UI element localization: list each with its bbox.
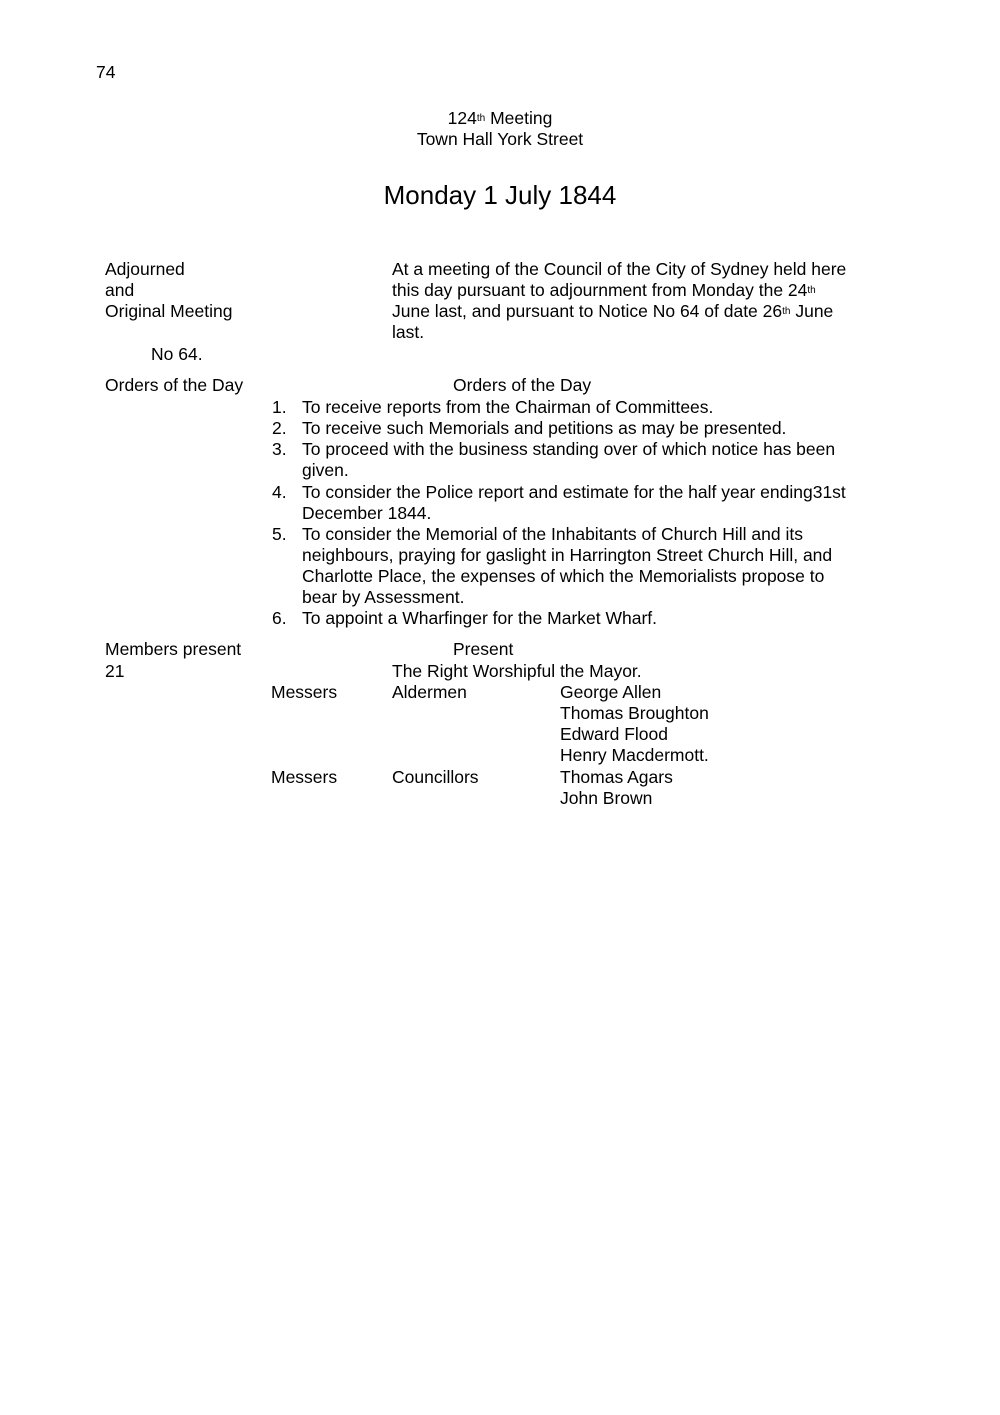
order-number: 3. [272, 439, 287, 459]
order-4-line-1: To consider the Police report and estimate for the half year ending31st [302, 482, 846, 502]
order-6-line-1: To appoint a Wharfinger for the Market Wharf. [302, 608, 658, 628]
order-4-line-2: December 1844. [302, 503, 432, 523]
intro-line-2-sup: th [807, 285, 816, 296]
meeting-word: Meeting [485, 108, 553, 128]
page-number: 74 [96, 62, 116, 82]
order-3-line-1: To proceed with the business standing over of which notice has been [302, 439, 836, 459]
meeting-number-suffix: th [476, 113, 486, 124]
mayor-line: The Right Worshipful the Mayor. [392, 661, 642, 681]
margin-members-count: 21 [105, 661, 125, 681]
order-number: 6. [272, 608, 287, 628]
margin-notice-number: No 64. [151, 344, 203, 364]
margin-original-meeting: Original Meeting [105, 301, 233, 321]
order-1-line-1: To receive reports from the Chairman of Committees. [302, 397, 714, 417]
intro-line-4: last. [392, 322, 425, 342]
margin-members-present: Members present [105, 639, 242, 659]
intro-line-3-text: June last, and pursuant to Notice No 64 of date 26 [392, 301, 783, 321]
member-name: George Allen [560, 682, 662, 702]
meeting-number: 124 [447, 108, 477, 128]
aldermen-role: Aldermen [392, 682, 467, 702]
councillors-role: Councillors [392, 767, 479, 787]
meeting-heading [0, 108, 1000, 129]
intro-line-2 [392, 280, 816, 301]
order-5-line-3: Charlotte Place, the expenses of which the Memorialists propose to [302, 566, 825, 586]
page-title: Monday 1 July 1844 [383, 180, 617, 210]
member-name: Henry Macdermott. [560, 745, 709, 765]
aldermen-prefix: Messers [271, 682, 338, 702]
orders-heading: Orders of the Day [453, 375, 592, 395]
order-5-line-4: bear by Assessment. [302, 587, 465, 607]
margin-orders-of-the-day: Orders of the Day [105, 375, 244, 395]
member-name: Thomas Agars [560, 767, 673, 787]
intro-line-3-end: June [790, 301, 834, 321]
order-3-line-2: given. [302, 460, 349, 480]
present-heading: Present [453, 639, 514, 659]
order-number: 2. [272, 418, 287, 438]
intro-line-1: At a meeting of the Council of the City of Sydney held here [392, 259, 847, 279]
margin-adjourned: Adjourned [105, 259, 185, 279]
intro-line-3 [392, 301, 833, 322]
venue: Town Hall York Street [416, 129, 584, 149]
intro-line-3-sup: th [782, 306, 791, 317]
order-number: 4. [272, 482, 287, 502]
order-5-line-2: neighbours, praying for gaslight in Harrington Street Church Hill, and [302, 545, 833, 565]
member-name: John Brown [560, 788, 653, 808]
councillors-prefix: Messers [271, 767, 338, 787]
order-number: 1. [272, 397, 287, 417]
order-5-line-1: To consider the Memorial of the Inhabitants of Church Hill and its [302, 524, 803, 544]
margin-and: and [105, 280, 135, 300]
intro-line-2-text: this day pursuant to adjournment from Monday the 24 [392, 280, 808, 300]
order-number: 5. [272, 524, 287, 544]
member-name: Thomas Broughton [560, 703, 709, 723]
order-2-line-1: To receive such Memorials and petitions as may be presented. [302, 418, 787, 438]
member-name: Edward Flood [560, 724, 668, 744]
